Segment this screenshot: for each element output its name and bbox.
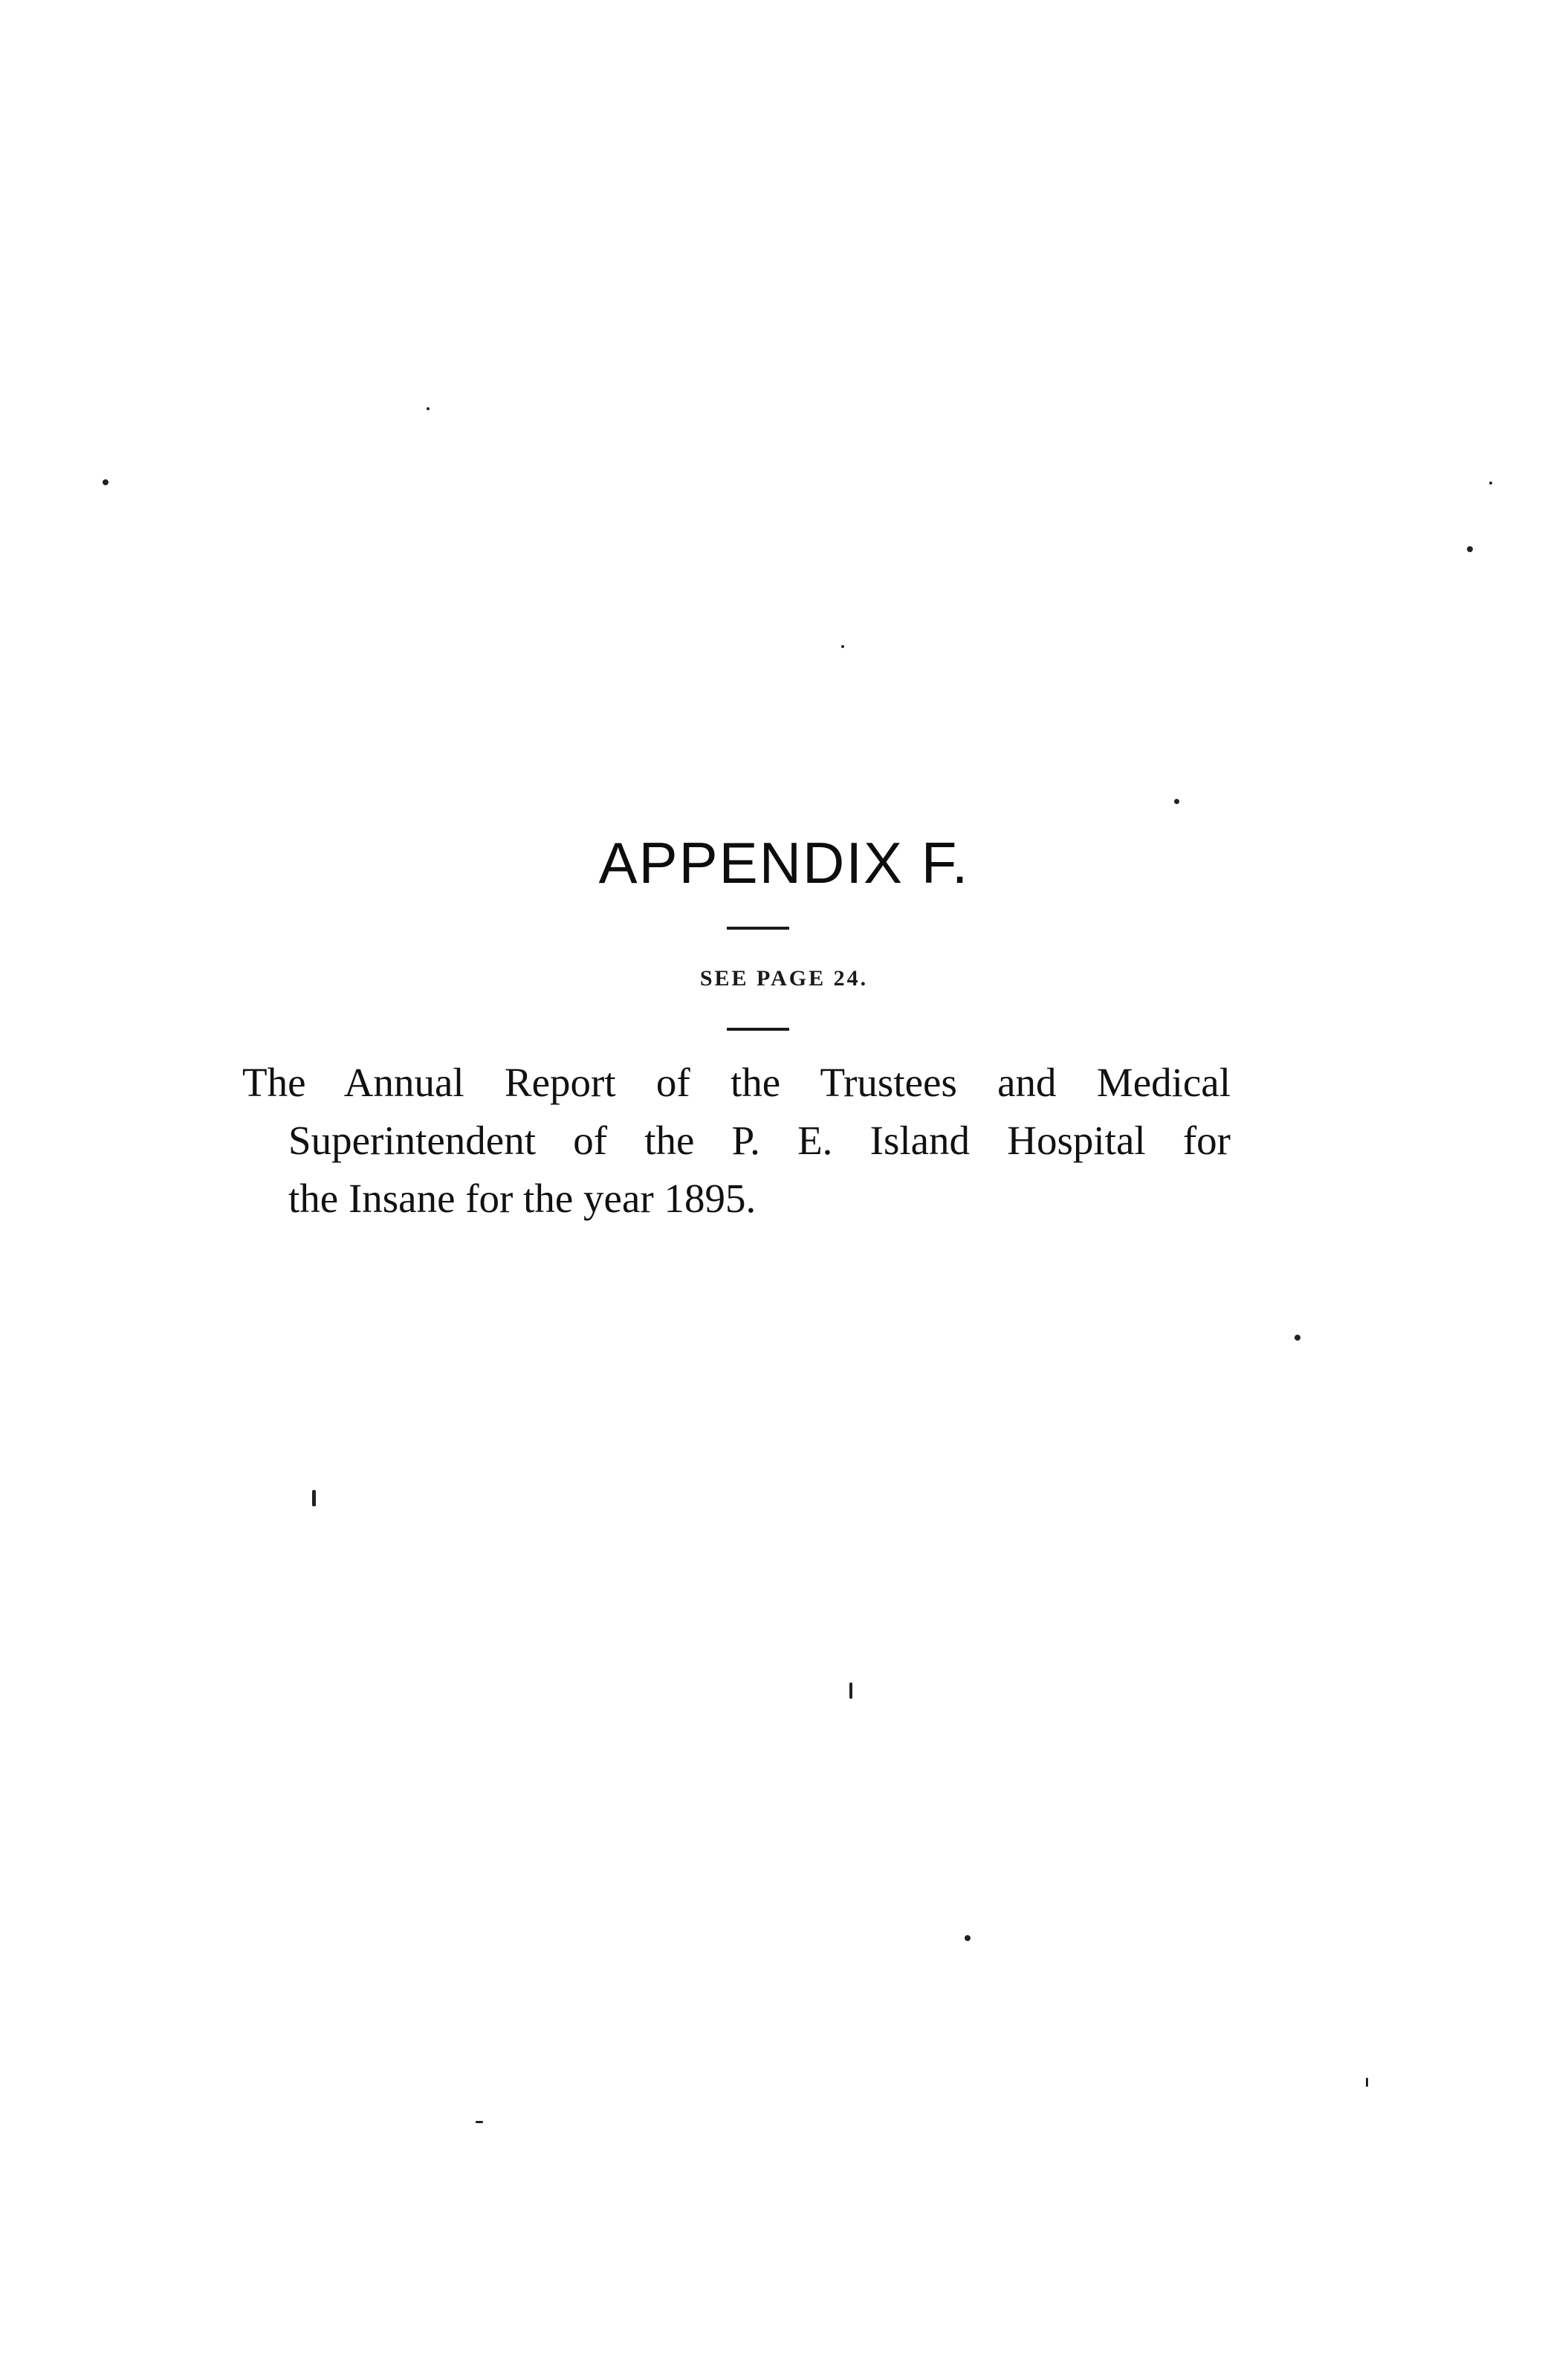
scan-speck <box>1489 482 1492 485</box>
scan-speck <box>1174 799 1179 804</box>
see-page-reference: SEE PAGE 24. <box>699 966 869 991</box>
scan-speck <box>476 2121 483 2123</box>
scan-speck <box>312 1490 316 1506</box>
scan-speck <box>965 1935 971 1941</box>
scan-speck <box>1366 2078 1368 2087</box>
scan-speck <box>1295 1335 1300 1341</box>
appendix-title: APPENDIX F. <box>598 830 970 895</box>
scan-speck <box>103 479 108 485</box>
scan-speck <box>841 645 844 648</box>
scan-speck <box>1467 546 1473 552</box>
description-line-1: The Annual Report of the Trustees and Medical <box>242 1060 1231 1105</box>
divider-rule-bottom <box>727 1028 789 1031</box>
scan-speck <box>849 1682 852 1699</box>
description-line-2: Superintendent of the P. E. Island Hospital for <box>288 1118 1231 1163</box>
report-description <box>242 1054 1231 1228</box>
description-line-3: the Insane for the year 1895. <box>288 1176 757 1221</box>
scan-speck <box>427 407 430 410</box>
divider-rule-top <box>727 927 789 930</box>
